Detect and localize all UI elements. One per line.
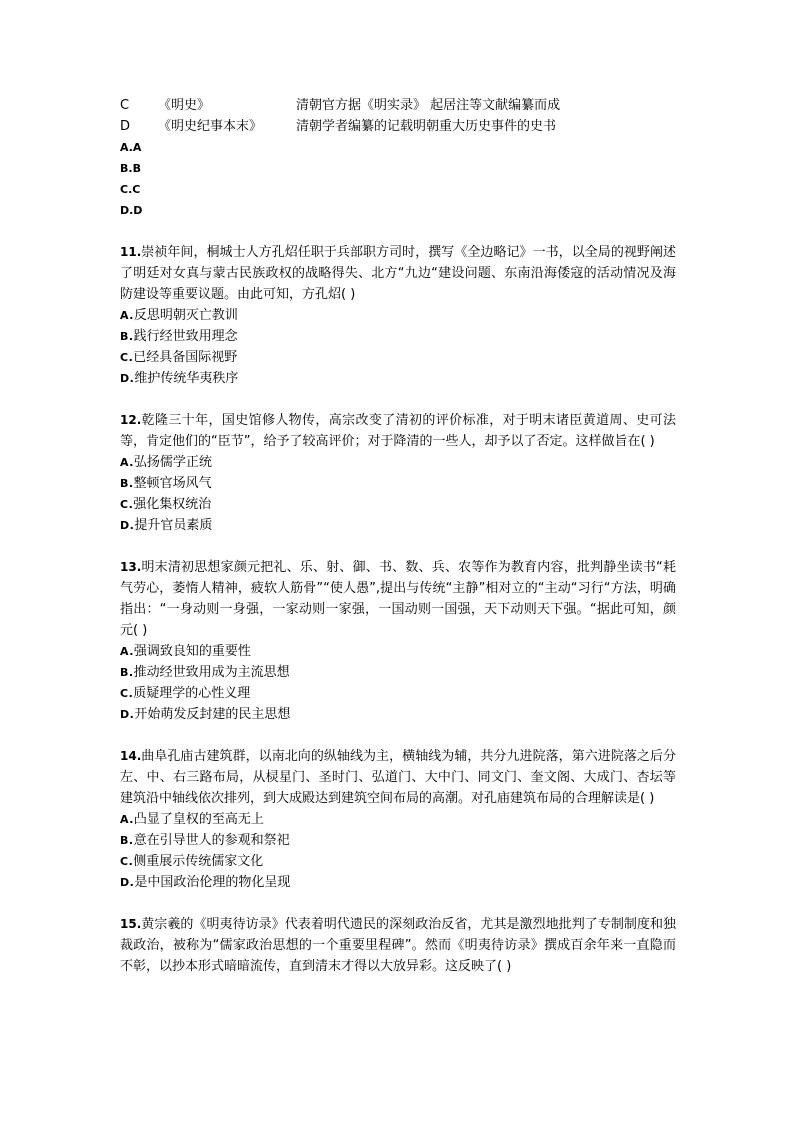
answer-option: A.反思明朝灭亡教训 xyxy=(120,308,238,323)
answer-option: D.维护传统华夷秩序 xyxy=(120,371,239,386)
question-text: 黄宗羲的《明夷待访录》代表着明代遗民的深刻政治反省，尤其是激烈地批判了专制制度和独裁政治，被称为“儒家政治思想的一个重要里程碑”。然而《明夷待访录》撰成百余年来一直隐而不彰，以抄本形式暗暗流传，直到清末才得以大放异彩。这反映了( ) xyxy=(120,917,676,974)
question-number: 11. xyxy=(120,245,142,259)
question-stem xyxy=(120,410,676,452)
answer-option: A.A xyxy=(120,141,142,154)
answer-option: D.开始萌发反封建的民主思想 xyxy=(120,707,291,722)
answer-option: B.意在引导世人的参观和祭祀 xyxy=(120,833,290,848)
question-text: 乾隆三十年，国史馆修人物传，高宗改变了清初的评价标准，对于明末诸臣黄道周、史可法等，肯定他们的“臣节”，给予了较高评价；对于降清的一些人，却予以了否定。这样做旨在( ) xyxy=(120,413,676,449)
answer-option: C.强化集权统治 xyxy=(120,497,212,512)
question-13 xyxy=(120,557,680,725)
book-description: 清朝学者编纂的记载明朝重大历史事件的史书 xyxy=(296,119,557,134)
option-letter: C xyxy=(120,98,130,113)
book-title: 《明史》 xyxy=(158,98,211,113)
answer-option: A.凸显了皇权的至高无上 xyxy=(120,812,264,827)
answer-option: B.践行经世致用理念 xyxy=(120,329,238,344)
answer-option: D.是中国政治伦理的物化呈现 xyxy=(120,875,291,890)
answer-option: D.提升官员素质 xyxy=(120,518,213,533)
document-page xyxy=(120,95,680,977)
answer-option: A.弘扬儒学正统 xyxy=(120,455,212,470)
question-text: 崇祯年间，桐城士人方孔炤任职于兵部职方司时，撰写《全边略记》一书，以全局的视野阐述了明廷对女真与蒙古民族政权的战略得失、北方“九边“建设问题、东南沿海倭寇的活动情况及海防建设等重要议题。由此可知，方孔炤( ) xyxy=(120,245,676,302)
question-number: 12. xyxy=(120,413,142,427)
answer-option: B.整顿官场风气 xyxy=(120,476,212,491)
answer-option: B.推动经世致用成为主流思想 xyxy=(120,665,290,680)
answer-option: C.已经具备国际视野 xyxy=(120,350,238,365)
option-letter: D xyxy=(120,119,131,134)
question-number: 14. xyxy=(120,749,142,763)
answer-option: D.D xyxy=(120,204,143,217)
question-stem xyxy=(120,746,676,809)
book-title: 《明史纪事本末》 xyxy=(158,119,263,134)
table-row xyxy=(120,116,680,137)
question-stem xyxy=(120,557,676,641)
question-stem xyxy=(120,242,676,305)
question-number: 15. xyxy=(120,917,142,931)
answer-option: A.强调致良知的重要性 xyxy=(120,644,251,659)
question-number: 13. xyxy=(120,560,142,574)
question-12 xyxy=(120,410,680,536)
book-description: 清朝官方据《明实录》 起居注等文献编纂而成 xyxy=(296,98,561,113)
question-14 xyxy=(120,746,680,893)
answer-option: C.C xyxy=(120,183,141,196)
answer-option: C.侧重展示传统儒家文化 xyxy=(120,854,264,869)
question-text: 明末清初思想家颜元把礼、乐、射、御、书、数、兵、农等作为教育内容，批判静坐读书“耗气劳心，萎惰人精神，疲软人筋骨”“使人愚”,提出与传统“主静”相对立的“主动“习行“方法，明确指出：“一身动则一身强，一家动则一家强，一国动则一国强，天下动则天下强。“据此可知，颜元( ) xyxy=(120,560,676,638)
answer-option: C.质疑理学的心性义理 xyxy=(120,686,251,701)
question-11 xyxy=(120,242,680,389)
question-text: 曲阜孔庙古建筑群，以南北向的纵轴线为主，横轴线为辅，共分九进院落，第六进院落之后分左、中、右三路布局，从棂星门、圣时门、弘道门、大中门、同文门、奎文阁、大成门、杏坛等建筑沿中轴线依次排列，到大成殿达到建筑空间布局的高潮。对孔庙建筑布局的合理解读是( ) xyxy=(120,749,676,806)
question-15 xyxy=(120,914,680,977)
table-row xyxy=(120,95,680,116)
answer-option: B.B xyxy=(120,162,141,175)
question-stem xyxy=(120,914,676,977)
